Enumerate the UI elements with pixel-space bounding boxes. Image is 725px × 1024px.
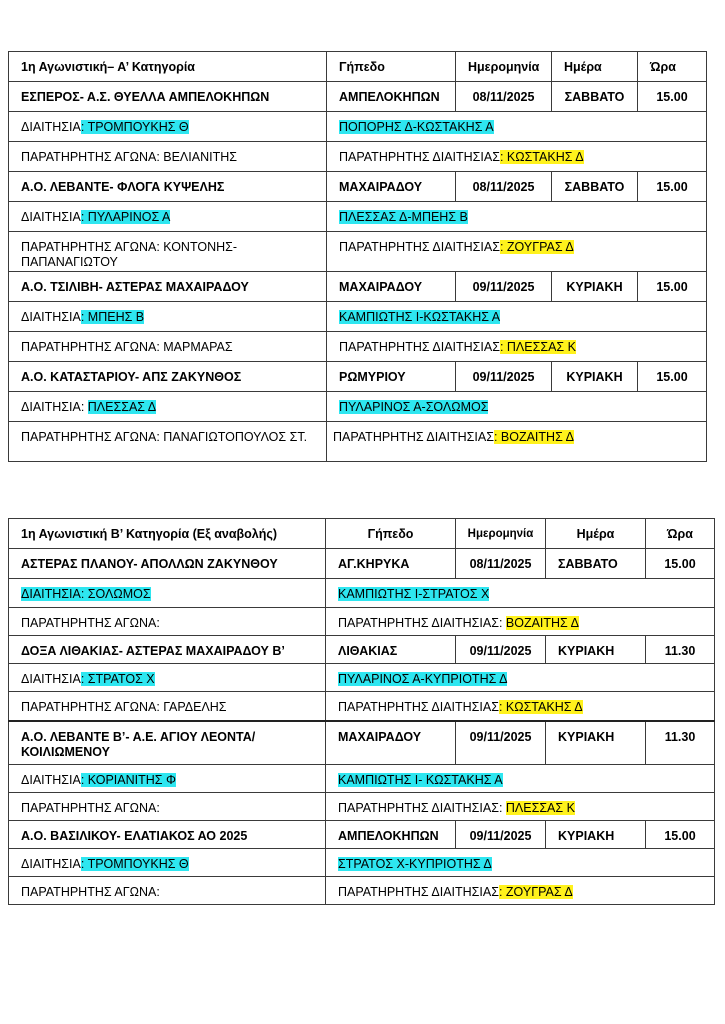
ref-observer-name: : ΚΩΣΤΑΚΗΣ Δ bbox=[498, 700, 583, 714]
match-date: 08/11/2025 bbox=[456, 82, 552, 112]
ref-observer-label: ΠΑΡΑΤΗΡΗΤΗΣ ΔΙΑΙΤΗΣΙΑΣ bbox=[339, 150, 500, 164]
match-time: 15.00 bbox=[638, 172, 707, 202]
match-venue: ΜΑΧΑΙΡΑΔΟΥ bbox=[326, 721, 456, 765]
referee-row bbox=[9, 849, 715, 877]
match-row bbox=[9, 362, 707, 392]
match-observer: ΠΑΡΑΤΗΡΗΤΗΣ ΑΓΩΝΑ: bbox=[9, 608, 326, 636]
ref-observer-cell bbox=[327, 142, 707, 172]
ref-observer-label: ΠΑΡΑΤΗΡΗΤΗΣ ΔΙΑΙΤΗΣΙΑΣ: bbox=[338, 801, 506, 815]
assistants-cell bbox=[327, 202, 707, 232]
match-time: 15.00 bbox=[638, 272, 707, 302]
match-date: 09/11/2025 bbox=[456, 721, 546, 765]
referee-name: : ΤΡΟΜΠΟΥΚΗΣ Θ bbox=[80, 120, 189, 134]
ref-observer-cell bbox=[327, 232, 707, 272]
referee-label: ΔΙΑΙΤΗΣΙΑ: bbox=[21, 400, 88, 414]
referee-row bbox=[9, 202, 707, 232]
referee-label: ΔΙΑΙΤΗΣΙΑ bbox=[21, 120, 81, 134]
category-b-fixtures-table bbox=[8, 518, 715, 905]
match-row bbox=[9, 821, 715, 849]
referee-name: : ΣΤΡΑΤΟΣ Χ bbox=[80, 672, 155, 686]
referee-cell bbox=[9, 765, 326, 793]
referee-cell bbox=[9, 579, 326, 608]
ref-observer-label: ΠΑΡΑΤΗΡΗΤΗΣ ΔΙΑΙΤΗΣΙΑΣ bbox=[338, 700, 499, 714]
referee-name: ΔΙΑΙΤΗΣΙΑ: ΣΟΛΩΜΟΣ bbox=[21, 587, 151, 601]
assistants-cell bbox=[327, 112, 707, 142]
match-teams: Α.Ο. ΛΕΒΑΝΤΕ Β’- Α.Ε. ΑΓΙΟΥ ΛΕΟΝΤΑ/ΚΟΙΛΙΩΜΕΝΟΥ bbox=[9, 721, 326, 765]
ref-observer-name: : ΠΛΕΣΣΑΣ Κ bbox=[499, 340, 576, 354]
referee-cell bbox=[9, 664, 326, 692]
referee-name: : ΜΠΕΗΣ Β bbox=[80, 310, 145, 324]
match-venue: ΛΙΘΑΚΙΑΣ bbox=[326, 636, 456, 664]
referee-row bbox=[9, 112, 707, 142]
table-title: 1η Αγωνιστική Β’ Κατηγορία (Εξ αναβολής) bbox=[9, 519, 326, 549]
match-venue: ΡΩΜΥΡΙΟΥ bbox=[327, 362, 456, 392]
table-header-row bbox=[9, 52, 707, 82]
match-teams: Α.Ο. ΚΑΤΑΣΤΑΡΙΟΥ- ΑΠΣ ΖΑΚΥΝΘΟΣ bbox=[9, 362, 327, 392]
match-venue: ΜΑΧΑΙΡΑΔΟΥ bbox=[327, 172, 456, 202]
referee-row bbox=[9, 765, 715, 793]
assistants-cell bbox=[326, 765, 715, 793]
match-date: 09/11/2025 bbox=[456, 362, 552, 392]
assistants-cell bbox=[326, 849, 715, 877]
referee-row bbox=[9, 664, 715, 692]
match-row bbox=[9, 272, 707, 302]
observer-row bbox=[9, 608, 715, 636]
match-day: ΚΥΡΙΑΚΗ bbox=[552, 362, 638, 392]
assistant-referees: ΠΟΠΟΡΗΣ Δ-ΚΩΣΤΑΚΗΣ Α bbox=[339, 120, 494, 134]
observer-row bbox=[9, 332, 707, 362]
match-row bbox=[9, 82, 707, 112]
match-day: ΚΥΡΙΑΚΗ bbox=[552, 272, 638, 302]
ref-observer-cell bbox=[326, 608, 715, 636]
referee-label: ΔΙΑΙΤΗΣΙΑ bbox=[21, 773, 81, 787]
ref-observer-label: ΠΑΡΑΤΗΡΗΤΗΣ ΔΙΑΙΤΗΣΙΑΣ bbox=[333, 430, 494, 444]
observer-row bbox=[9, 422, 707, 462]
referee-name: : ΤΡΟΜΠΟΥΚΗΣ Θ bbox=[80, 857, 189, 871]
match-observer: ΠΑΡΑΤΗΡΗΤΗΣ ΑΓΩΝΑ: bbox=[9, 793, 326, 821]
match-teams: ΔΟΞΑ ΛΙΘΑΚΙΑΣ- ΑΣΤΕΡΑΣ ΜΑΧΑΙΡΑΔΟΥ Β’ bbox=[9, 636, 326, 664]
assistants-cell bbox=[326, 664, 715, 692]
match-row bbox=[9, 636, 715, 664]
match-time: 11.30 bbox=[646, 636, 715, 664]
match-time: 15.00 bbox=[638, 362, 707, 392]
match-day: ΣΑΒΒΑΤΟ bbox=[552, 82, 638, 112]
match-time: 15.00 bbox=[646, 821, 715, 849]
header-venue: Γήπεδο bbox=[326, 519, 456, 549]
match-teams: ΕΣΠΕΡΟΣ- Α.Σ. ΘΥΕΛΛΑ ΑΜΠΕΛΟΚΗΠΩΝ bbox=[9, 82, 327, 112]
referee-cell bbox=[9, 202, 327, 232]
observer-row bbox=[9, 232, 707, 272]
match-row bbox=[9, 549, 715, 579]
category-a-fixtures-table bbox=[8, 51, 707, 462]
match-date: 09/11/2025 bbox=[456, 636, 546, 664]
ref-observer-name: ΠΛΕΣΣΑΣ Κ bbox=[505, 801, 575, 815]
referee-label: ΔΙΑΙΤΗΣΙΑ bbox=[21, 310, 81, 324]
observer-row bbox=[9, 793, 715, 821]
ref-observer-name: : ΒΟΖΑΙΤΗΣ Δ bbox=[493, 430, 574, 444]
referee-name: ΠΛΕΣΣΑΣ Δ bbox=[87, 400, 157, 414]
header-date: Ημερομηνία bbox=[456, 519, 546, 549]
header-time: Ώρα bbox=[646, 519, 715, 549]
ref-observer-cell bbox=[326, 877, 715, 905]
referee-label: ΔΙΑΙΤΗΣΙΑ bbox=[21, 672, 81, 686]
header-date: Ημερομηνία bbox=[456, 52, 552, 82]
ref-observer-cell bbox=[327, 332, 707, 362]
match-teams: Α.Ο. ΤΣΙΛΙΒΗ- ΑΣΤΕΡΑΣ ΜΑΧΑΙΡΑΔΟΥ bbox=[9, 272, 327, 302]
match-time: 15.00 bbox=[646, 549, 715, 579]
referee-name: : ΠΥΛΑΡΙΝΟΣ Α bbox=[80, 210, 171, 224]
match-date: 09/11/2025 bbox=[456, 821, 546, 849]
observer-row bbox=[9, 142, 707, 172]
ref-observer-label: ΠΑΡΑΤΗΡΗΤΗΣ ΔΙΑΙΤΗΣΙΑΣ: bbox=[338, 616, 506, 630]
match-row bbox=[9, 172, 707, 202]
referee-row bbox=[9, 579, 715, 608]
referee-cell bbox=[9, 849, 326, 877]
header-venue: Γήπεδο bbox=[327, 52, 456, 82]
match-observer: ΠΑΡΑΤΗΡΗΤΗΣ ΑΓΩΝΑ: ΓΑΡΔΕΛΗΣ bbox=[9, 692, 326, 721]
ref-observer-cell bbox=[326, 793, 715, 821]
ref-observer-label: ΠΑΡΑΤΗΡΗΤΗΣ ΔΙΑΙΤΗΣΙΑΣ bbox=[339, 340, 500, 354]
match-row bbox=[9, 721, 715, 765]
match-venue: ΑΜΠΕΛΟΚΗΠΩΝ bbox=[326, 821, 456, 849]
match-time: 11.30 bbox=[646, 721, 715, 765]
assistant-referees: ΚΑΜΠΙΩΤΗΣ Ι-ΣΤΡΑΤΟΣ Χ bbox=[338, 587, 490, 601]
ref-observer-name: : ΚΩΣΤΑΚΗΣ Δ bbox=[499, 150, 584, 164]
match-venue: ΑΜΠΕΛΟΚΗΠΩΝ bbox=[327, 82, 456, 112]
assistants-cell bbox=[326, 579, 715, 608]
referee-name: : ΚΟΡΙΑΝΙΤΗΣ Φ bbox=[80, 773, 176, 787]
match-date: 08/11/2025 bbox=[456, 172, 552, 202]
referee-cell bbox=[9, 392, 327, 422]
match-teams: Α.Ο. ΒΑΣΙΛΙΚΟΥ- ΕΛΑΤΙΑΚΟΣ ΑΟ 2025 bbox=[9, 821, 326, 849]
assistant-referees: ΣΤΡΑΤΟΣ Χ-ΚΥΠΡΙΟΤΗΣ Δ bbox=[338, 857, 492, 871]
assistant-referees: ΠΥΛΑΡΙΝΟΣ Α-ΣΟΛΩΜΟΣ bbox=[339, 400, 489, 414]
referee-label: ΔΙΑΙΤΗΣΙΑ bbox=[21, 857, 81, 871]
ref-observer-cell bbox=[326, 692, 715, 721]
referee-row bbox=[9, 392, 707, 422]
ref-observer-label: ΠΑΡΑΤΗΡΗΤΗΣ ΔΙΑΙΤΗΣΙΑΣ bbox=[339, 240, 500, 254]
match-time: 15.00 bbox=[638, 82, 707, 112]
referee-label: ΔΙΑΙΤΗΣΙΑ bbox=[21, 210, 81, 224]
ref-observer-cell bbox=[327, 422, 707, 462]
match-teams: ΑΣΤΕΡΑΣ ΠΛΑΝΟΥ- ΑΠΟΛΛΩΝ ΖΑΚΥΝΘΟΥ bbox=[9, 549, 326, 579]
ref-observer-name: ΒΟΖΑΙΤΗΣ Δ bbox=[505, 616, 579, 630]
match-venue: ΑΓ.ΚΗΡΥΚΑ bbox=[326, 549, 456, 579]
header-time: Ώρα bbox=[638, 52, 707, 82]
table-title: 1η Αγωνιστική– Α’ Κατηγορία bbox=[9, 52, 327, 82]
match-date: 08/11/2025 bbox=[456, 549, 546, 579]
match-observer: ΠΑΡΑΤΗΡΗΤΗΣ ΑΓΩΝΑ: ΠΑΝΑΓΙΩΤΟΠΟΥΛΟΣ ΣΤ. bbox=[9, 422, 327, 462]
match-teams: Α.Ο. ΛΕΒΑΝΤΕ- ΦΛΟΓΑ ΚΥΨΕΛΗΣ bbox=[9, 172, 327, 202]
match-observer: ΠΑΡΑΤΗΡΗΤΗΣ ΑΓΩΝΑ: ΒΕΛΙΑΝΙΤΗΣ bbox=[9, 142, 327, 172]
match-day: ΣΑΒΒΑΤΟ bbox=[552, 172, 638, 202]
assistant-referees: ΠΛΕΣΣΑΣ Δ-ΜΠΕΗΣ Β bbox=[339, 210, 468, 224]
table-header-row bbox=[9, 519, 715, 549]
assistants-cell bbox=[327, 392, 707, 422]
header-day: Ημέρα bbox=[552, 52, 638, 82]
ref-observer-name: : ΖΟΥΓΡΑΣ Δ bbox=[498, 885, 573, 899]
observer-row bbox=[9, 877, 715, 905]
observer-row bbox=[9, 692, 715, 721]
assistants-cell bbox=[327, 302, 707, 332]
referee-cell bbox=[9, 302, 327, 332]
ref-observer-label: ΠΑΡΑΤΗΡΗΤΗΣ ΔΙΑΙΤΗΣΙΑΣ bbox=[338, 885, 499, 899]
match-day: ΚΥΡΙΑΚΗ bbox=[546, 721, 646, 765]
match-date: 09/11/2025 bbox=[456, 272, 552, 302]
referee-cell bbox=[9, 112, 327, 142]
match-day: ΚΥΡΙΑΚΗ bbox=[546, 821, 646, 849]
match-day: ΚΥΡΙΑΚΗ bbox=[546, 636, 646, 664]
assistant-referees: ΚΑΜΠΙΩΤΗΣ Ι- ΚΩΣΤΑΚΗΣ Α bbox=[338, 773, 503, 787]
match-venue: ΜΑΧΑΙΡΑΔΟΥ bbox=[327, 272, 456, 302]
match-day: ΣΑΒΒΑΤΟ bbox=[546, 549, 646, 579]
match-observer: ΠΑΡΑΤΗΡΗΤΗΣ ΑΓΩΝΑ: bbox=[9, 877, 326, 905]
assistant-referees: ΚΑΜΠΙΩΤΗΣ Ι-ΚΩΣΤΑΚΗΣ Α bbox=[339, 310, 501, 324]
header-day: Ημέρα bbox=[546, 519, 646, 549]
referee-row bbox=[9, 302, 707, 332]
assistant-referees: ΠΥΛΑΡΙΝΟΣ Α-ΚΥΠΡΙΟΤΗΣ Δ bbox=[338, 672, 508, 686]
match-observer: ΠΑΡΑΤΗΡΗΤΗΣ ΑΓΩΝΑ: ΜΑΡΜΑΡΑΣ bbox=[9, 332, 327, 362]
ref-observer-name: : ΖΟΥΓΡΑΣ Δ bbox=[499, 240, 574, 254]
match-observer: ΠΑΡΑΤΗΡΗΤΗΣ ΑΓΩΝΑ: ΚΟΝΤΟΝΗΣ-ΠΑΠΑΝΑΓΙΩΤΟΥ bbox=[9, 232, 327, 272]
